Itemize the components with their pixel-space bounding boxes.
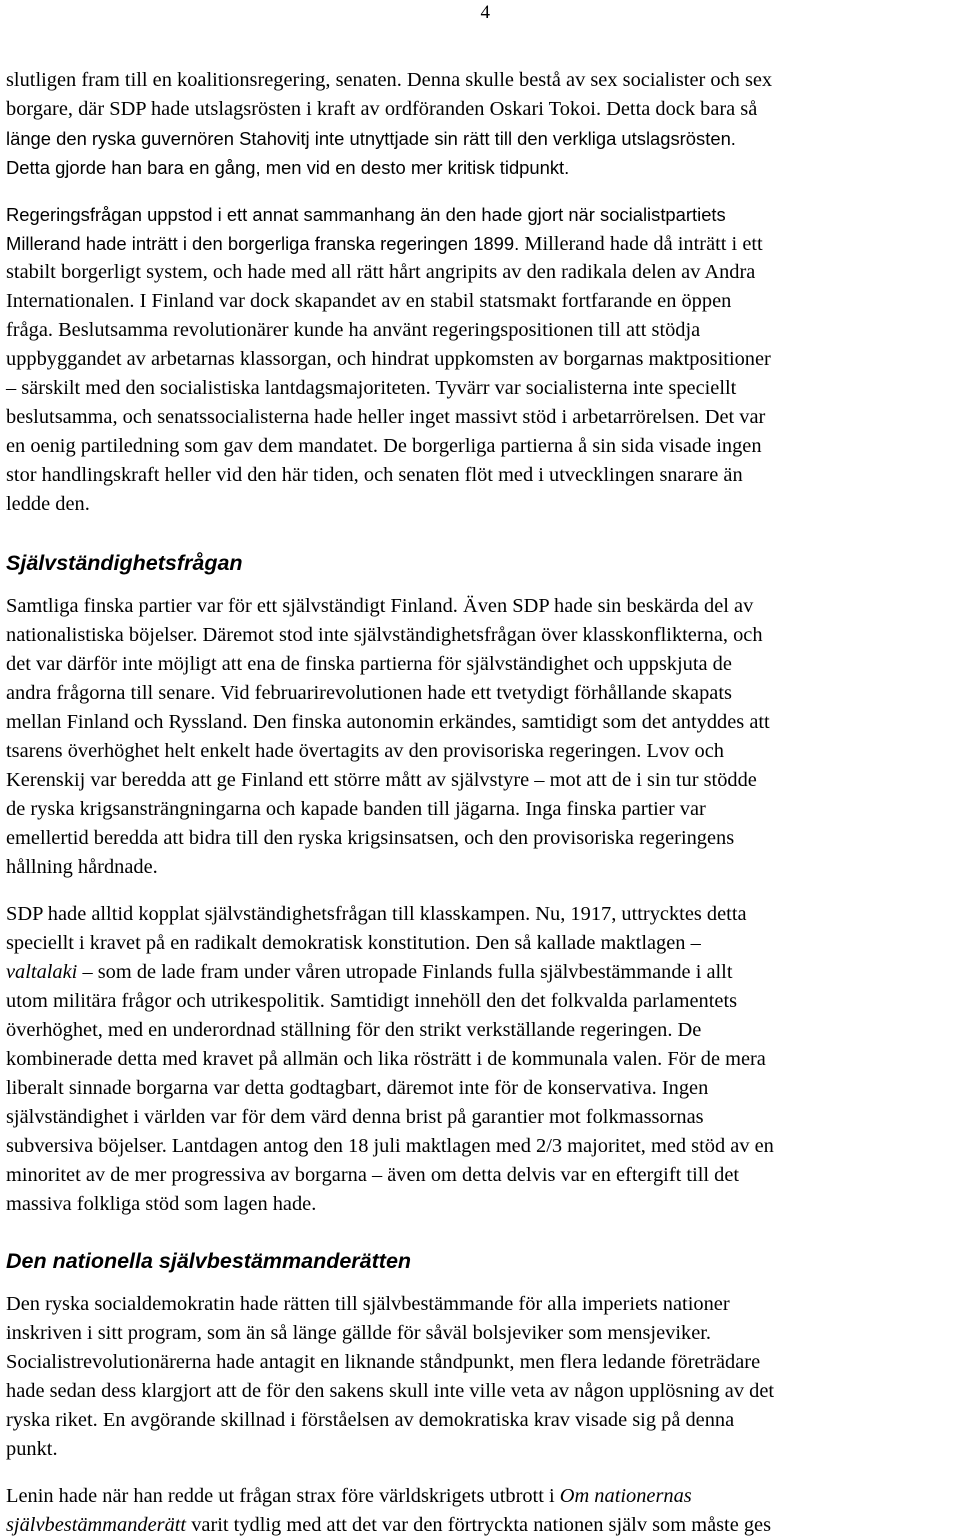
text-segment: hade sedan dess klargjort att de för den sakens skull inte ville veta av någon upplösning av det [6, 1380, 775, 1402]
text-segment: punkt. [6, 1438, 58, 1460]
paragraph [6, 900, 958, 1219]
text-segment: slutligen fram till en koalitionsregering, senaten. Denna skulle bestå av sex socialister och sex [6, 69, 773, 91]
text-segment: självständighet i världen var för dem värd denna brist på garantier mot folkmassornas [6, 1106, 704, 1128]
text-segment: Internationalen. I Finland var dock skapandet av en stabil statsmakt fortfarande en öppen [6, 290, 732, 312]
text-line [6, 258, 958, 287]
text-segment: speciellt i kravet på en radikalt demokratisk konstitution. Den så kallade maktlagen – [6, 932, 701, 954]
text-segment: borgare, där SDP hade utslagsrösten i kraft av ordföranden Oskari Tokoi. Detta dock bara så [6, 98, 758, 120]
text-line [6, 592, 958, 621]
text-segment: mellan Finland och Ryssland. Den finska autonomin erkändes, samtidigt som det antyddes att [6, 711, 770, 733]
italic-text: självbestämmanderätt [6, 1514, 187, 1536]
text-line [6, 1377, 958, 1406]
text-line [6, 461, 958, 490]
paragraph [6, 1482, 958, 1539]
text-line [6, 958, 958, 987]
text-segment: emellertid beredda att bidra till den ryska krigsinsatsen, och den provisoriska regeringens [6, 827, 735, 849]
text-segment: Regeringsfrågan uppstod i ett annat sammanhang än den hade gjort när socialistpartiets [6, 204, 726, 225]
text-line [6, 1319, 958, 1348]
text-segment: länge den ryska guvernören Stahovitj inte utnyttjade sin rätt till den verkliga utslagsrösten. [6, 128, 736, 149]
text-segment: Lenin hade när han redde ut frågan strax före världskrigets utbrott i [6, 1485, 560, 1507]
text-segment: hållning hårdnade. [6, 856, 158, 878]
text-line [6, 1016, 958, 1045]
text-segment: varit tydlig med att det var den förtryckta nationen själv som måste ges [186, 1514, 772, 1536]
page-number: 4 [480, 2, 490, 23]
section-heading: Självständighetsfrågan [6, 551, 243, 575]
text-segment: andra frågorna till senare. Vid februarirevolutionen hade ett tvetydigt förhållande skapats [6, 682, 732, 704]
text-segment: beslutsamma, och senatssocialisterna hade heller inget massivt stöd i arbetarrörelsen. Det var [6, 406, 766, 428]
text-line [6, 795, 958, 824]
text-segment: uppbyggandet av arbetarnas klassorgan, och hindrat uppkomsten av borgarnas maktpositioner [6, 348, 771, 370]
text-line [6, 1406, 958, 1435]
text-segment: utom militära frågor och utrikespolitik. Samtidigt innehöll den det folkvalda parlamentets [6, 990, 738, 1012]
italic-text: Om nationernas [559, 1485, 692, 1507]
text-line [6, 1348, 958, 1377]
text-line [6, 432, 958, 461]
paragraph [6, 200, 958, 519]
text-segment: ledde den. [6, 493, 90, 515]
paragraph [6, 1290, 958, 1464]
text-segment: Millerand hade inträtt i den borgerliga franska regeringen 1899. [6, 233, 525, 254]
text-segment: nationalistiska böjelser. Däremot stod inte självständighetsfrågan över klasskonflikterna, och [6, 624, 763, 646]
text-segment: – särskilt med den socialistiska lantdagsmajoriteten. Tyvärr var socialisterna inte speciellt [6, 377, 737, 399]
text-segment: en oenig partiledning som gav dem mandatet. De borgerliga partierna å sin sida visade ingen [6, 435, 762, 457]
text-segment: stabilt borgerligt system, och hade med all rätt hårt angripits av den radikala delen av Andra [6, 261, 756, 283]
text-line [6, 153, 958, 182]
text-line [6, 1103, 958, 1132]
text-line [6, 708, 958, 737]
text-segment: liberalt sinnade borgarna var detta godtagbart, däremot inte för de konservativa. Ingen [6, 1077, 709, 1099]
text-line [6, 1435, 958, 1464]
text-segment: Socialistrevolutionärerna hade antagit en liknande ståndpunkt, men flera ledande företrädare [6, 1351, 761, 1373]
text-segment: kombinerade detta med kravet på allmän och lika rösträtt i de kommunala valen. För de mera [6, 1048, 766, 1070]
text-line [6, 987, 958, 1016]
text-line [6, 900, 958, 929]
text-segment: Millerand hade då inträtt i ett [524, 233, 763, 255]
text-segment: tsarens överhöghet helt enkelt hade övertagits av den provisoriska regeringen. Lvov och [6, 740, 724, 762]
text-line [6, 124, 958, 153]
text-segment: SDP hade alltid kopplat självständighetsfrågan till klasskampen. Nu, 1917, uttrycktes detta [6, 903, 747, 925]
text-line [6, 1161, 958, 1190]
text-segment: det var därför inte möjligt att ena de finska partierna för självständighet och uppskjuta de [6, 653, 732, 675]
paragraph [6, 592, 958, 882]
text-line [6, 766, 958, 795]
text-line [6, 679, 958, 708]
italic-text: valtalaki [6, 961, 78, 983]
text-line [6, 737, 958, 766]
text-line [6, 1290, 958, 1319]
text-segment: inskriven i sitt program, som än så länge gällde för såväl bolsjeviker som mensjeviker. [6, 1322, 712, 1344]
text-line [6, 621, 958, 650]
text-line [6, 1074, 958, 1103]
text-segment: subversiva böjelser. Lantdagen antog den 18 juli maktlagen med 2/3 majoritet, med stöd av en [6, 1135, 774, 1157]
text-line [6, 1132, 958, 1161]
text-segment: stor handlingskraft heller vid den här tiden, och senaten flöt med i utvecklingen snarare än [6, 464, 743, 486]
text-line [6, 1190, 958, 1219]
text-line [6, 403, 958, 432]
text-segment: Detta gjorde han bara en gång, men vid en desto mer kritisk tidpunkt. [6, 157, 570, 178]
text-line [6, 490, 958, 519]
text-line [6, 345, 958, 374]
text-segment: Samtliga finska partier var för ett självständigt Finland. Även SDP hade sin beskärda del av [6, 595, 754, 617]
text-line [6, 1482, 958, 1511]
text-segment: Kerenskij var beredda att ge Finland ett större mått av självstyre – mot att de i sin tur stödde [6, 769, 757, 791]
text-segment: massiva folkliga stöd som lagen hade. [6, 1193, 317, 1215]
text-segment: fråga. Beslutsamma revolutionärer kunde ha använt regeringspositionen till att stödja [6, 319, 701, 341]
text-line [6, 650, 958, 679]
text-line [6, 66, 958, 95]
text-segment: – som de lade fram under våren utropade Finlands fulla självbestämmande i allt [77, 961, 733, 983]
paragraph [6, 66, 958, 182]
text-line [6, 853, 958, 882]
text-line [6, 1511, 958, 1539]
text-line [6, 287, 958, 316]
text-segment: de ryska krigsansträngningarna och kapade banden till jägarna. Inga finska partier var [6, 798, 706, 820]
text-segment: minoritet av de mer progressiva av borgarna – även om detta delvis var en eftergift till det [6, 1164, 740, 1186]
text-line [6, 95, 958, 124]
text-line [6, 374, 958, 403]
text-line [6, 316, 958, 345]
text-line [6, 824, 958, 853]
text-line [6, 1045, 958, 1074]
section-heading: Den nationella självbestämmanderätten [6, 1249, 412, 1273]
text-segment: ryska riket. En avgörande skillnad i förståelsen av demokratiska krav visade sig på denna [6, 1409, 735, 1431]
text-segment: överhöghet, med en underordnad ställning för den strikt verkställande regeringen. De [6, 1019, 702, 1041]
text-segment: Den ryska socialdemokratin hade rätten till självbestämmande för alla imperiets nationer [6, 1293, 730, 1315]
text-line [6, 200, 958, 229]
text-line [6, 229, 958, 258]
text-line [6, 929, 958, 958]
